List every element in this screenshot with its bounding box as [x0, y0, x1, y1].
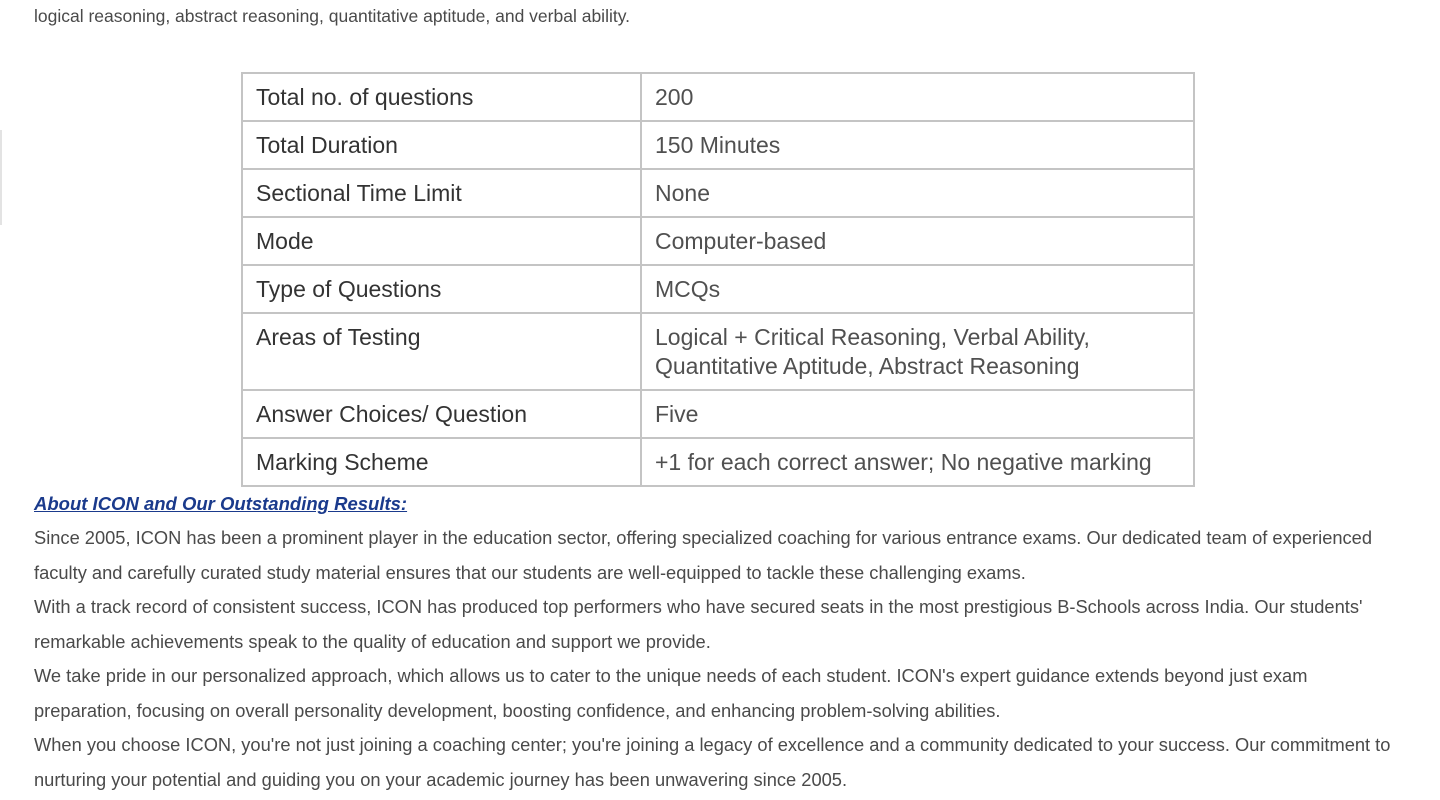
table-cell-label: Marking Scheme	[242, 438, 641, 486]
table-row	[242, 438, 1194, 486]
about-paragraph: We take pride in our personalized approach, which allows us to cater to the unique needs of each student. ICON's expert guidance extends beyond just exam preparation, focusing on overall personality development, boosting confidence, and enhancing problem-solving abilities.	[34, 665, 1308, 721]
table-cell-value: MCQs	[641, 265, 1194, 313]
table-row	[242, 265, 1194, 313]
exam-pattern-table	[241, 72, 1195, 487]
table-cell-value: Five	[641, 390, 1194, 438]
table-row	[242, 121, 1194, 169]
table-cell-value: 150 Minutes	[641, 121, 1194, 169]
table-cell-label: Answer Choices/ Question	[242, 390, 641, 438]
table-cell-value: None	[641, 169, 1194, 217]
table-cell-label: Areas of Testing	[242, 313, 641, 390]
table-cell-value: Logical + Critical Reasoning, Verbal Ability, Quantitative Aptitude, Abstract Reasoning	[641, 313, 1194, 390]
table-row	[242, 390, 1194, 438]
table-cell-label: Mode	[242, 217, 641, 265]
table-cell-value: 200	[641, 73, 1194, 121]
table-cell-value: +1 for each correct answer; No negative marking	[641, 438, 1194, 486]
about-paragraph: When you choose ICON, you're not just joining a coaching center; you're joining a legacy of excellence and a community dedicated to your success. Our commitment to nurturing your potential and guiding you on your academic journey has been unwavering since 2005.	[34, 734, 1391, 790]
table-row	[242, 169, 1194, 217]
about-paragraph: Since 2005, ICON has been a prominent player in the education sector, offering specialized coaching for various entrance exams. Our dedicated team of experienced faculty and carefully curated study material ensures that our students are well-equipped to tackle these challenging exams.	[34, 527, 1373, 583]
page-edge-divider	[0, 130, 2, 225]
table-cell-label: Total no. of questions	[242, 73, 641, 121]
table-row	[242, 73, 1194, 121]
table-cell-value: Computer-based	[641, 217, 1194, 265]
about-paragraph: With a track record of consistent success, ICON has produced top performers who have secured seats in the most prestigious B-Schools across India. Our students' remarkable achievements speak to the quality of education and support we provide.	[34, 596, 1363, 652]
intro-paragraph: logical reasoning, abstract reasoning, quantitative aptitude, and verbal ability.	[34, 6, 631, 26]
table-cell-label: Sectional Time Limit	[242, 169, 641, 217]
about-icon-heading-link[interactable]: About ICON and Our Outstanding Results:	[34, 493, 408, 514]
table-cell-label: Total Duration	[242, 121, 641, 169]
table-row	[242, 217, 1194, 265]
about-section-body	[34, 521, 1409, 797]
table-cell-label: Type of Questions	[242, 265, 641, 313]
table-row	[242, 313, 1194, 390]
